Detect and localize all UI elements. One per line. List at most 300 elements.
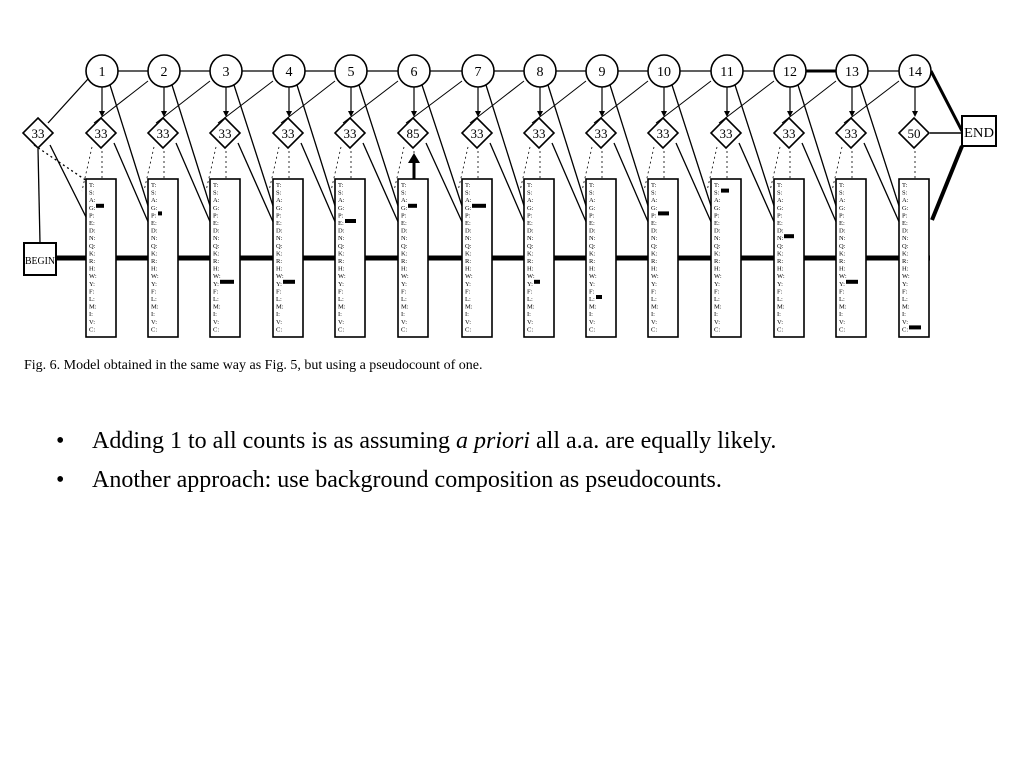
match-state-label: 10 xyxy=(657,65,671,80)
emission-box xyxy=(462,179,492,337)
residue-label: M: xyxy=(465,303,473,311)
residue-label: K: xyxy=(589,250,596,258)
emission-bar xyxy=(909,325,921,329)
emission-box xyxy=(711,179,741,337)
residue-label: W: xyxy=(777,273,785,281)
residue-label: D: xyxy=(465,227,472,235)
residue-label: H: xyxy=(651,265,658,273)
residue-label: T: xyxy=(589,182,595,189)
residue-label: V: xyxy=(151,318,158,326)
emission-bar xyxy=(658,211,669,215)
residue-label: I: xyxy=(338,311,342,319)
residue-label: A: xyxy=(276,197,283,205)
emission-bar xyxy=(721,189,729,193)
emission-bar xyxy=(472,204,486,208)
residue-label: S: xyxy=(465,189,471,197)
residue-label: H: xyxy=(714,265,721,273)
residue-label: R: xyxy=(777,258,784,265)
residue-label: P: xyxy=(777,212,783,220)
residue-label: Y: xyxy=(714,280,720,288)
residue-label: W: xyxy=(213,273,221,281)
residue-label: D: xyxy=(276,227,283,235)
residue-label: Q: xyxy=(465,242,472,250)
match-state xyxy=(524,55,556,87)
residue-label: M: xyxy=(151,303,159,311)
insert-state-label: 33 xyxy=(281,126,295,141)
residue-label: F: xyxy=(213,288,219,296)
emission-bar xyxy=(846,280,858,284)
insert-state xyxy=(524,118,554,148)
residue-label: Q: xyxy=(589,242,596,250)
residue-label: R: xyxy=(465,258,472,265)
residue-label: R: xyxy=(714,258,721,265)
residue-label: G: xyxy=(777,204,784,212)
residue-label: D: xyxy=(839,227,846,235)
residue-label: Y: xyxy=(651,280,657,288)
match-state xyxy=(148,55,180,87)
residue-label: W: xyxy=(401,273,409,281)
residue-label: N: xyxy=(714,235,721,243)
match-state xyxy=(335,55,367,87)
emission-bar xyxy=(534,280,540,284)
residue-label: L: xyxy=(151,296,157,303)
residue-label: T: xyxy=(89,182,95,189)
match-state xyxy=(899,55,931,87)
residue-label: D: xyxy=(401,227,408,235)
residue-label: T: xyxy=(338,182,344,189)
match-state-label: 6 xyxy=(410,65,418,80)
residue-label: W: xyxy=(465,273,473,281)
residue-label: H: xyxy=(401,265,408,273)
residue-label: H: xyxy=(338,265,345,273)
residue-label: L: xyxy=(902,296,908,303)
residue-label: A: xyxy=(465,197,472,205)
residue-label: G: xyxy=(213,204,220,212)
residue-label: P: xyxy=(89,212,95,220)
insert-state-label: 33 xyxy=(594,126,608,141)
residue-label: A: xyxy=(151,197,158,205)
emission-box xyxy=(586,179,616,337)
residue-label: W: xyxy=(151,273,159,281)
figure-caption: Fig. 6. Model obtained in the same way as Fig. 5, but using a pseudocount of one. xyxy=(24,358,483,373)
residue-label: A: xyxy=(839,197,846,205)
residue-label: G: xyxy=(338,204,345,212)
residue-label: M: xyxy=(651,303,659,311)
residue-label: E: xyxy=(338,220,344,227)
insert-state xyxy=(899,118,929,148)
residue-label: L: xyxy=(276,296,282,303)
match-state-label: 8 xyxy=(536,65,544,80)
emission-box xyxy=(210,179,240,337)
residue-label: T: xyxy=(213,182,219,189)
residue-label: Q: xyxy=(338,242,345,250)
residue-label: S: xyxy=(151,189,157,197)
residue-label: Q: xyxy=(276,242,283,250)
insert-state xyxy=(398,118,428,148)
residue-label: T: xyxy=(902,182,908,189)
emission-box xyxy=(774,179,804,337)
residue-label: S: xyxy=(714,189,720,197)
residue-label: T: xyxy=(465,182,471,189)
residue-label: R: xyxy=(338,258,345,265)
match-state-label: 7 xyxy=(474,65,482,80)
residue-label: W: xyxy=(651,273,659,281)
residue-label: R: xyxy=(839,258,846,265)
residue-label: Y: xyxy=(89,280,95,288)
residue-label: N: xyxy=(777,235,784,243)
residue-label: V: xyxy=(465,318,472,326)
residue-label: P: xyxy=(714,212,720,220)
residue-label: S: xyxy=(276,189,282,197)
residue-label: C: xyxy=(151,326,158,334)
residue-label: N: xyxy=(276,235,283,243)
residue-label: M: xyxy=(589,303,597,311)
residue-label: P: xyxy=(213,212,219,220)
residue-label: S: xyxy=(527,189,533,197)
insert-state-label: 33 xyxy=(94,126,108,141)
residue-label: S: xyxy=(902,189,908,197)
residue-label: C: xyxy=(465,326,472,334)
residue-label: F: xyxy=(527,288,533,296)
residue-label: A: xyxy=(651,197,658,205)
residue-label: K: xyxy=(338,250,345,258)
residue-label: M: xyxy=(89,303,97,311)
end-label: END xyxy=(964,126,994,141)
residue-label: E: xyxy=(465,220,471,227)
residue-label: I: xyxy=(213,311,217,319)
residue-label: K: xyxy=(651,250,658,258)
residue-label: Y: xyxy=(401,280,407,288)
residue-label: M: xyxy=(902,303,910,311)
residue-label: N: xyxy=(401,235,408,243)
residue-label: E: xyxy=(89,220,95,227)
residue-label: R: xyxy=(401,258,408,265)
residue-label: V: xyxy=(338,318,345,326)
match-state xyxy=(648,55,680,87)
residue-label: N: xyxy=(902,235,909,243)
residue-label: G: xyxy=(89,204,96,212)
residue-label: T: xyxy=(527,182,533,189)
residue-label: E: xyxy=(213,220,219,227)
residue-label: D: xyxy=(527,227,534,235)
residue-label: D: xyxy=(338,227,345,235)
residue-label: D: xyxy=(213,227,220,235)
residue-label: A: xyxy=(338,197,345,205)
residue-label: I: xyxy=(465,311,469,319)
emission-bar xyxy=(784,234,794,238)
residue-label: N: xyxy=(589,235,596,243)
residue-label: K: xyxy=(465,250,472,258)
residue-label: K: xyxy=(213,250,220,258)
emission-box xyxy=(398,179,428,337)
insert-state-label: 33 xyxy=(782,126,796,141)
emission-box xyxy=(899,179,929,337)
insert-state-label: 33 xyxy=(532,126,546,141)
residue-label: H: xyxy=(151,265,158,273)
match-state-label: 9 xyxy=(598,65,606,80)
emission-box xyxy=(648,179,678,337)
residue-label: A: xyxy=(714,197,721,205)
residue-label: C: xyxy=(276,326,283,334)
residue-label: V: xyxy=(777,318,784,326)
residue-label: N: xyxy=(465,235,472,243)
insert-state xyxy=(774,118,804,148)
insert-state xyxy=(648,118,678,148)
residue-label: P: xyxy=(465,212,471,220)
residue-label: T: xyxy=(276,182,282,189)
residue-label: W: xyxy=(527,273,535,281)
residue-label: K: xyxy=(89,250,96,258)
match-state xyxy=(210,55,242,87)
residue-label: F: xyxy=(714,288,720,296)
residue-label: E: xyxy=(902,220,908,227)
insert-state xyxy=(462,118,492,148)
bullet-list xyxy=(56,428,776,506)
residue-label: N: xyxy=(213,235,220,243)
residue-label: C: xyxy=(401,326,408,334)
residue-label: L: xyxy=(213,296,219,303)
residue-label: F: xyxy=(338,288,344,296)
residue-label: E: xyxy=(651,220,657,227)
residue-label: I: xyxy=(151,311,155,319)
residue-label: I: xyxy=(651,311,655,319)
residue-label: L: xyxy=(777,296,783,303)
residue-label: G: xyxy=(589,204,596,212)
residue-label: S: xyxy=(651,189,657,197)
residue-label: S: xyxy=(89,189,95,197)
residue-label: E: xyxy=(714,220,720,227)
residue-label: Q: xyxy=(777,242,784,250)
residue-label: Y: xyxy=(527,280,533,288)
residue-label: P: xyxy=(651,212,657,220)
bullet-item-background: • Another approach: use background composition as pseudocounts. xyxy=(56,467,722,493)
residue-label: H: xyxy=(527,265,534,273)
residue-label: L: xyxy=(527,296,533,303)
residue-label: H: xyxy=(276,265,283,273)
residue-label: E: xyxy=(839,220,845,227)
insert-state xyxy=(586,118,616,148)
residue-label: S: xyxy=(401,189,407,197)
residue-label: T: xyxy=(151,182,157,189)
residue-label: R: xyxy=(213,258,220,265)
residue-label: V: xyxy=(401,318,408,326)
residue-label: Y: xyxy=(213,280,219,288)
residue-label: L: xyxy=(714,296,720,303)
residue-label: C: xyxy=(589,326,596,334)
emission-box xyxy=(335,179,365,337)
residue-label: D: xyxy=(151,227,158,235)
residue-label: C: xyxy=(714,326,721,334)
residue-label: K: xyxy=(151,250,158,258)
emission-box xyxy=(148,179,178,337)
bullet-marker: • xyxy=(56,428,65,454)
residue-label: V: xyxy=(651,318,658,326)
residue-label: C: xyxy=(338,326,345,334)
residue-label: C: xyxy=(527,326,534,334)
residue-label: A: xyxy=(89,197,96,205)
residue-label: R: xyxy=(89,258,96,265)
residue-label: Y: xyxy=(902,280,908,288)
residue-label: W: xyxy=(714,273,722,281)
residue-label: N: xyxy=(839,235,846,243)
insert-state xyxy=(335,118,365,148)
residue-label: R: xyxy=(902,258,909,265)
residue-label: N: xyxy=(151,235,158,243)
residue-label: T: xyxy=(839,182,845,189)
insert-state-label: 33 xyxy=(470,126,484,141)
residue-label: C: xyxy=(651,326,658,334)
residue-label: Y: xyxy=(589,280,595,288)
residue-label: W: xyxy=(902,273,910,281)
residue-label: H: xyxy=(777,265,784,273)
residue-label: F: xyxy=(839,288,845,296)
residue-label: C: xyxy=(213,326,220,334)
residue-label: Y: xyxy=(151,280,157,288)
insert-state xyxy=(210,118,240,148)
residue-label: Q: xyxy=(151,242,158,250)
residue-label: F: xyxy=(651,288,657,296)
residue-label: A: xyxy=(401,197,408,205)
residue-label: M: xyxy=(777,303,785,311)
residue-label: V: xyxy=(839,318,846,326)
residue-label: N: xyxy=(651,235,658,243)
insert-state-label: 50 xyxy=(907,126,921,141)
residue-label: E: xyxy=(777,220,783,227)
hmm-model-diagram xyxy=(0,40,1024,350)
residue-label: A: xyxy=(777,197,784,205)
residue-label: G: xyxy=(527,204,534,212)
residue-label: Q: xyxy=(651,242,658,250)
residue-label: A: xyxy=(527,197,534,205)
residue-label: I: xyxy=(839,311,843,319)
residue-label: H: xyxy=(839,265,846,273)
begin-state xyxy=(24,243,56,275)
residue-label: D: xyxy=(902,227,909,235)
match-state-label: 5 xyxy=(347,65,355,80)
residue-label: H: xyxy=(465,265,472,273)
residue-label: L: xyxy=(465,296,471,303)
emission-bar xyxy=(96,204,104,208)
residue-label: K: xyxy=(276,250,283,258)
insert-state xyxy=(148,118,178,148)
residue-label: M: xyxy=(338,303,346,311)
residue-label: T: xyxy=(651,182,657,189)
residue-label: M: xyxy=(839,303,847,311)
residue-label: M: xyxy=(527,303,535,311)
end-state xyxy=(962,116,996,146)
residue-label: Q: xyxy=(839,242,846,250)
residue-label: V: xyxy=(89,318,96,326)
residue-label: I: xyxy=(589,311,593,319)
match-state xyxy=(86,55,118,87)
residue-label: K: xyxy=(902,250,909,258)
residue-label: Q: xyxy=(89,242,96,250)
emission-box xyxy=(836,179,866,337)
residue-label: K: xyxy=(777,250,784,258)
residue-label: P: xyxy=(151,212,157,220)
residue-label: P: xyxy=(401,212,407,220)
residue-label: D: xyxy=(589,227,596,235)
residue-label: S: xyxy=(777,189,783,197)
residue-label: G: xyxy=(151,204,158,212)
residue-label: V: xyxy=(276,318,283,326)
emission-box xyxy=(524,179,554,337)
emission-box xyxy=(273,179,303,337)
match-state xyxy=(586,55,618,87)
residue-label: F: xyxy=(589,288,595,296)
match-state-label: 2 xyxy=(160,65,168,80)
residue-label: N: xyxy=(527,235,534,243)
insert-state xyxy=(711,118,741,148)
residue-label: R: xyxy=(651,258,658,265)
residue-label: E: xyxy=(276,220,282,227)
residue-label: Q: xyxy=(213,242,220,250)
insert-state xyxy=(836,118,866,148)
residue-label: S: xyxy=(213,189,219,197)
residue-label: R: xyxy=(589,258,596,265)
residue-label: L: xyxy=(839,296,845,303)
residue-label: I: xyxy=(714,311,718,319)
residue-label: L: xyxy=(338,296,344,303)
residue-label: F: xyxy=(777,288,783,296)
bullet-marker: • xyxy=(56,467,65,493)
residue-label: V: xyxy=(527,318,534,326)
residue-label: G: xyxy=(839,204,846,212)
residue-label: I: xyxy=(777,311,781,319)
match-state xyxy=(711,55,743,87)
bullet-item-pseudocount: • Adding 1 to all counts is as assuming a priori all a.a. are equally likely. xyxy=(56,428,777,454)
residue-label: K: xyxy=(714,250,721,258)
residue-label: L: xyxy=(651,296,657,303)
insert-state-label: 33 xyxy=(343,126,357,141)
residue-label: I: xyxy=(401,311,405,319)
residue-label: N: xyxy=(338,235,345,243)
residue-label: P: xyxy=(589,212,595,220)
residue-label: S: xyxy=(589,189,595,197)
residue-label: D: xyxy=(651,227,658,235)
residue-label: H: xyxy=(213,265,220,273)
residue-label: C: xyxy=(89,326,96,334)
residue-label: I: xyxy=(276,311,280,319)
residue-label: I: xyxy=(902,311,906,319)
residue-label: D: xyxy=(777,227,784,235)
residue-label: M: xyxy=(401,303,409,311)
residue-label: P: xyxy=(527,212,533,220)
residue-label: N: xyxy=(89,235,96,243)
residue-label: M: xyxy=(276,303,284,311)
residue-label: V: xyxy=(589,318,596,326)
match-state-label: 12 xyxy=(783,65,797,80)
residue-label: C: xyxy=(902,326,909,334)
emission-bar xyxy=(283,280,295,284)
residue-label: I: xyxy=(527,311,531,319)
insert-state-label: 33 xyxy=(218,126,232,141)
insert-state-label: 85 xyxy=(406,126,420,141)
residue-label: D: xyxy=(714,227,721,235)
insert-state-label: 33 xyxy=(719,126,733,141)
match-state-label: 13 xyxy=(845,65,859,80)
residue-label: S: xyxy=(839,189,845,197)
residue-label: W: xyxy=(338,273,346,281)
match-state xyxy=(774,55,806,87)
residue-label: G: xyxy=(651,204,658,212)
emission-bar xyxy=(220,280,234,284)
begin-label: BEGIN xyxy=(25,255,56,267)
emission-bar xyxy=(158,211,162,215)
residue-label: F: xyxy=(89,288,95,296)
residue-label: Y: xyxy=(338,280,344,288)
residue-label: W: xyxy=(89,273,97,281)
